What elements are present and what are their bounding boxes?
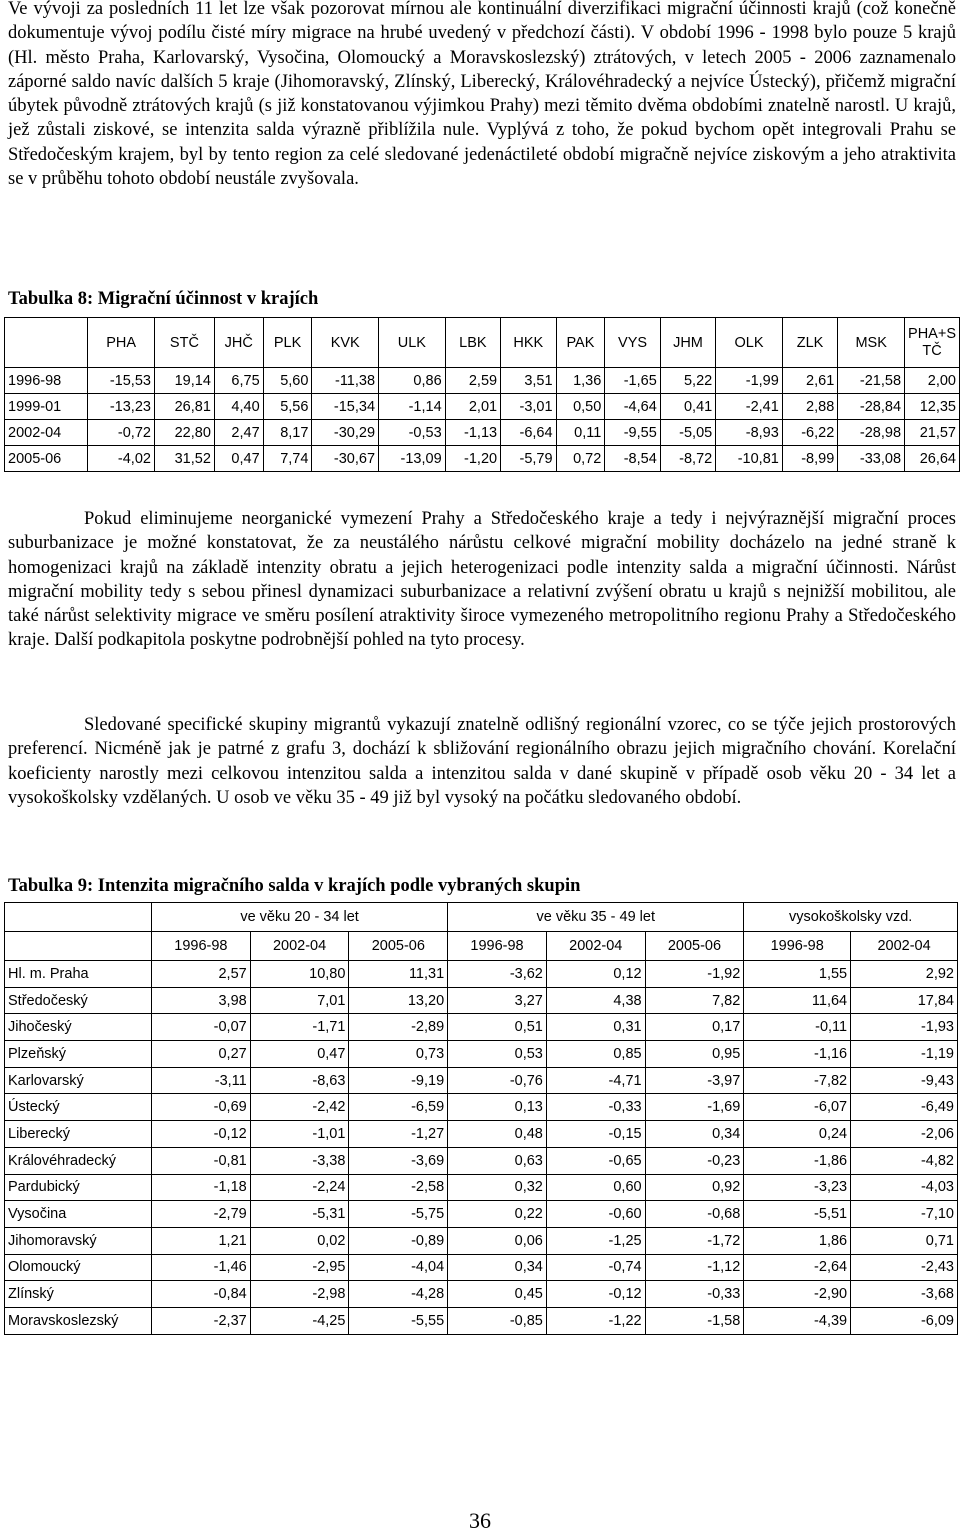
table8-cell: 7,74 <box>263 446 312 472</box>
table9-cell: -6,09 <box>851 1307 958 1334</box>
table8-cell: -5,05 <box>660 420 715 446</box>
table8-column-header: MSK <box>838 318 905 368</box>
table9-cell: -1,19 <box>851 1041 958 1068</box>
table9-cell: 0,22 <box>448 1201 547 1228</box>
table8-cell: -1,14 <box>379 394 446 420</box>
table9-group-header: ve věku 20 - 34 let <box>152 903 448 932</box>
table9-cell: -4,25 <box>250 1307 349 1334</box>
table8-cell: -6,22 <box>782 420 837 446</box>
table9-row-label: Karlovarský <box>5 1067 152 1094</box>
table8-cell: -0,53 <box>379 420 446 446</box>
table9-cell: -5,75 <box>349 1201 448 1228</box>
table8-column-header: STČ <box>154 318 214 368</box>
table9-cell: -6,07 <box>744 1094 851 1121</box>
table8-cell: -1,13 <box>445 420 500 446</box>
table8-row <box>5 446 960 472</box>
table9-cell: 0,48 <box>448 1121 547 1148</box>
table8-cell: -4,02 <box>88 446 155 472</box>
table9-cell: -1,93 <box>851 1014 958 1041</box>
table8-cell: 8,17 <box>263 420 312 446</box>
table9-cell: -2,89 <box>349 1014 448 1041</box>
table8-column-header: KVK <box>312 318 379 368</box>
table9-cell: -3,38 <box>250 1147 349 1174</box>
table9-cell: -1,22 <box>546 1307 645 1334</box>
table9-cell: 0,06 <box>448 1227 547 1254</box>
table8-cell: -6,64 <box>501 420 556 446</box>
table8-cell: -8,72 <box>660 446 715 472</box>
table8-cell: 12,35 <box>905 394 960 420</box>
table9-year-header: 2005-06 <box>349 932 448 961</box>
table9-cell: -0,89 <box>349 1227 448 1254</box>
table9-cell: -4,04 <box>349 1254 448 1281</box>
table8-column-header: PHA+S TČ <box>905 318 960 368</box>
table8-cell: 31,52 <box>154 446 214 472</box>
table9-cell: 3,27 <box>448 987 547 1014</box>
intro-paragraph: Ve vývoji za posledních 11 let lze však pozorovat mírnou ale kontinuální diverzifikaci migrační účinnosti krajů (což konečně dokumentuje vývoj podílu čisté míry migrace na hrubé uvedený v předchozí části). V období 1996 - 1998 bylo pouze 5 krajů (Hl. město Praha, Karlovarský, Vysočina, Olomoucký a Moravskoslezský) ztrátových, v letech 2005 - 2006 zaznamenalo záporné saldo navíc dalších 5 kraje (Jihomoravský, Zlínský, Liberecký, Královéhradecký a nejvíce Ústecký), přičemž migrační úbytek původně ztrátových krajů (s již konstatovanou výjimkou Prahy) mezi těmito dvěma obdobími znatelně narostl. U krajů, jež zůstali ziskové, se intenzita salda výrazně přiblížila nule. Vyplývá z toho, že pokud bychom opět integrovali Prahu se Středočeským krajem, byl by tento region za celé sledované jedenáctileté období migračně nejvíce ziskovým a jeho atraktivita se v průběhu tohoto období neustále zvyšovala. <box>8 0 956 190</box>
table9-cell: 0,53 <box>448 1041 547 1068</box>
table9-row <box>5 987 958 1014</box>
table8-cell: 5,22 <box>660 368 715 394</box>
table9-cell: 11,31 <box>349 961 448 988</box>
table9-row-label: Plzeňský <box>5 1041 152 1068</box>
table8-caption: Tabulka 8: Migrační účinnost v krajích <box>8 289 319 309</box>
table9-cell: -2,43 <box>851 1254 958 1281</box>
table8-column-header: ULK <box>379 318 446 368</box>
table8-row-label: 2005-06 <box>5 446 88 472</box>
table9-cell: 7,82 <box>645 987 744 1014</box>
table9-cell: 0,24 <box>744 1121 851 1148</box>
table9-cell: 0,63 <box>448 1147 547 1174</box>
table8-cell: 0,41 <box>660 394 715 420</box>
table9-year-header-row <box>5 932 958 961</box>
table8-cell: -3,01 <box>501 394 556 420</box>
table9-cell: -0,85 <box>448 1307 547 1334</box>
table9-cell: 1,55 <box>744 961 851 988</box>
table9-cell: -0,15 <box>546 1121 645 1148</box>
table8-cell: -15,34 <box>312 394 379 420</box>
table8-cell: 0,72 <box>556 446 605 472</box>
table8-cell: -13,09 <box>379 446 446 472</box>
table9-corner-cell <box>5 932 152 961</box>
table9-cell: 0,32 <box>448 1174 547 1201</box>
table9-cell: -4,03 <box>851 1174 958 1201</box>
table8-cell: -9,55 <box>605 420 660 446</box>
table8-row <box>5 420 960 446</box>
table8-cell: 26,64 <box>905 446 960 472</box>
table9-cell: 2,92 <box>851 961 958 988</box>
table8-row-label: 1999-01 <box>5 394 88 420</box>
table9-cell: -0,69 <box>152 1094 251 1121</box>
table9-cell: 1,86 <box>744 1227 851 1254</box>
table9-row <box>5 1147 958 1174</box>
table9-row-label: Jihočeský <box>5 1014 152 1041</box>
table8-cell: 2,61 <box>782 368 837 394</box>
table9-cell: 0,71 <box>851 1227 958 1254</box>
table9-year-header: 2002-04 <box>851 932 958 961</box>
table9-cell: -5,55 <box>349 1307 448 1334</box>
paragraph-suburbanization: Pokud eliminujeme neorganické vymezení Prahy a Středočeského kraje a tedy i nejvýraznější migrační proces suburbanizace je možné konstatovat, že za neustálého nárůstu celkové migrační mobility docházelo na jedné straně k homogenizaci krajů na základě intenzity obratu a jejich heterogenizaci podle intenzity salda a migrační účinnosti. Nárůst migrační mobility tedy s sebou přinesl dynamizaci suburbanizace a relativní zvýšení obratu u krajů s nejnižší mobilitou, ale také nárůst selektivity migrace ve směru posílení atraktivity široce vymezeného metropolitního regionu Prahy a Středočeského kraje. Další podkapitola poskytne podrobnější pohled na tyto procesy. <box>8 509 956 651</box>
table9-group-header-row <box>5 903 958 932</box>
table9-cell: 13,20 <box>349 987 448 1014</box>
table8-cell: -8,93 <box>716 420 783 446</box>
table8-column-header: PAK <box>556 318 605 368</box>
table9-cell: 3,98 <box>152 987 251 1014</box>
table8-cell: 6,75 <box>214 368 263 394</box>
table9-cell: -0,84 <box>152 1281 251 1308</box>
table8-cell: 0,50 <box>556 394 605 420</box>
table9-row-label: Zlínský <box>5 1281 152 1308</box>
table9-cell: 0,13 <box>448 1094 547 1121</box>
table9-cell: -0,07 <box>152 1014 251 1041</box>
table9-cell: -1,46 <box>152 1254 251 1281</box>
table8-column-header: VYS <box>605 318 660 368</box>
table9-cell: 17,84 <box>851 987 958 1014</box>
table8-cell: -10,81 <box>716 446 783 472</box>
table9-year-header: 2002-04 <box>546 932 645 961</box>
table9-cell: -0,81 <box>152 1147 251 1174</box>
table8-cell: 2,47 <box>214 420 263 446</box>
table8-cell: -2,41 <box>716 394 783 420</box>
table9-cell: -0,33 <box>645 1281 744 1308</box>
table9-row-label: Středočeský <box>5 987 152 1014</box>
table9-cell: -1,25 <box>546 1227 645 1254</box>
table9-row <box>5 1201 958 1228</box>
table9-group-header: vysokoškolsky vzd. <box>744 903 958 932</box>
table9-cell: 0,45 <box>448 1281 547 1308</box>
table9-cell: -2,58 <box>349 1174 448 1201</box>
table8-cell: 19,14 <box>154 368 214 394</box>
table9-cell: -2,24 <box>250 1174 349 1201</box>
table9-cell: -1,72 <box>645 1227 744 1254</box>
table9-cell: -1,86 <box>744 1147 851 1174</box>
table9-cell: -3,69 <box>349 1147 448 1174</box>
table8-row <box>5 394 960 420</box>
table8-cell: -13,23 <box>88 394 155 420</box>
table9-cell: -0,60 <box>546 1201 645 1228</box>
table9-row-label: Hl. m. Praha <box>5 961 152 988</box>
table9-cell: -5,31 <box>250 1201 349 1228</box>
table9-cell: -1,18 <box>152 1174 251 1201</box>
table9-row <box>5 961 958 988</box>
table9-row-label: Královéhradecký <box>5 1147 152 1174</box>
table8-column-header: LBK <box>445 318 500 368</box>
table9-cell: 4,38 <box>546 987 645 1014</box>
table8-cell: -0,72 <box>88 420 155 446</box>
table9-cell: 0,27 <box>152 1041 251 1068</box>
table8-cell: 2,00 <box>905 368 960 394</box>
table8-cell: 0,47 <box>214 446 263 472</box>
table8-cell: -1,65 <box>605 368 660 394</box>
table9-cell: -9,43 <box>851 1067 958 1094</box>
table9-cell: 0,34 <box>448 1254 547 1281</box>
table8-cell: 22,80 <box>154 420 214 446</box>
table8-column-header: OLK <box>716 318 783 368</box>
table9-cell: -2,42 <box>250 1094 349 1121</box>
table9-cell: -0,12 <box>152 1121 251 1148</box>
table8-cell: 2,59 <box>445 368 500 394</box>
table9-row-label: Ústecký <box>5 1094 152 1121</box>
table8-cell: -28,84 <box>838 394 905 420</box>
table8-cell: 1,36 <box>556 368 605 394</box>
table8-column-header: ZLK <box>782 318 837 368</box>
table9-cell: -1,71 <box>250 1014 349 1041</box>
table8-cell: -1,20 <box>445 446 500 472</box>
table9-cell: 10,80 <box>250 961 349 988</box>
table9-cell: -2,98 <box>250 1281 349 1308</box>
table8-cell: -30,29 <box>312 420 379 446</box>
table9-cell: 0,31 <box>546 1014 645 1041</box>
table9-cell: -3,97 <box>645 1067 744 1094</box>
table9-cell: -1,12 <box>645 1254 744 1281</box>
table9-cell: -0,12 <box>546 1281 645 1308</box>
table8-corner-cell <box>5 318 88 368</box>
table8-cell: -8,99 <box>782 446 837 472</box>
table9-cell: -0,65 <box>546 1147 645 1174</box>
table9-cell: -4,28 <box>349 1281 448 1308</box>
table9-cell: 0,47 <box>250 1041 349 1068</box>
table9-row <box>5 1174 958 1201</box>
table9-cell: -3,68 <box>851 1281 958 1308</box>
table9-cell: -2,95 <box>250 1254 349 1281</box>
table9-cell: -6,49 <box>851 1094 958 1121</box>
table9-cell: -1,58 <box>645 1307 744 1334</box>
table8 <box>4 317 960 472</box>
table8-cell: 0,11 <box>556 420 605 446</box>
table9-row-label: Olomoucký <box>5 1254 152 1281</box>
table9-cell: 0,85 <box>546 1041 645 1068</box>
table9-group-header: ve věku 35 - 49 let <box>448 903 744 932</box>
table9-row <box>5 1227 958 1254</box>
table9-cell: -0,68 <box>645 1201 744 1228</box>
table9-cell: -7,10 <box>851 1201 958 1228</box>
table9-cell: -1,01 <box>250 1121 349 1148</box>
table8-row-label: 1996-98 <box>5 368 88 394</box>
table8-column-header: JHČ <box>214 318 263 368</box>
table9-cell: 1,21 <box>152 1227 251 1254</box>
table9-corner-cell <box>5 903 152 932</box>
table9-cell: -0,74 <box>546 1254 645 1281</box>
table8-row <box>5 368 960 394</box>
table9-row <box>5 1307 958 1334</box>
table8-cell: -30,67 <box>312 446 379 472</box>
table8-column-header: PHA <box>88 318 155 368</box>
table8-header-row <box>5 318 960 368</box>
table8-cell: -33,08 <box>838 446 905 472</box>
table9-cell: 0,73 <box>349 1041 448 1068</box>
table8-cell: 3,51 <box>501 368 556 394</box>
paragraph-specific-groups: Sledované specifické skupiny migrantů vykazují znatelně odlišný regionální vzorec, co se týče jejich prostorových preferencí. Nicméně jak je patrné z grafu 3, dochází k sbližování regionálního obrazu jejich migračního chování. Korelační koeficienty narostly mezi celkovou intenzitou salda a intenzitou salda v dané skupině v případě osob věku 20 - 34 let a vysokoškolsky vzdělaných. U osob ve věku 35 - 49 již byl vysoký na počátku sledovaného období. <box>8 715 956 808</box>
table8-cell: -1,99 <box>716 368 783 394</box>
table8-cell: 21,57 <box>905 420 960 446</box>
table9-row-label: Moravskoslezský <box>5 1307 152 1334</box>
table9-year-header: 1996-98 <box>744 932 851 961</box>
table9-row <box>5 1067 958 1094</box>
table9-row <box>5 1254 958 1281</box>
table8-cell: 5,56 <box>263 394 312 420</box>
table9-cell: -2,90 <box>744 1281 851 1308</box>
table8-cell: 26,81 <box>154 394 214 420</box>
table8-cell: 0,86 <box>379 368 446 394</box>
table9-year-header: 2002-04 <box>250 932 349 961</box>
table9-caption: Tabulka 9: Intenzita migračního salda v krajích podle vybraných skupin <box>8 876 581 896</box>
table9-row <box>5 1094 958 1121</box>
table8-cell: 4,40 <box>214 394 263 420</box>
table8-column-header: PLK <box>263 318 312 368</box>
table9 <box>4 902 958 1335</box>
table9-row-label: Liberecký <box>5 1121 152 1148</box>
table9-cell: -4,39 <box>744 1307 851 1334</box>
table8-cell: 5,60 <box>263 368 312 394</box>
table9-cell: 0,60 <box>546 1174 645 1201</box>
table8-cell: 2,88 <box>782 394 837 420</box>
table9-cell: -2,37 <box>152 1307 251 1334</box>
table9-cell: -0,11 <box>744 1014 851 1041</box>
table8-cell: 2,01 <box>445 394 500 420</box>
table9-year-header: 1996-98 <box>152 932 251 961</box>
table9-cell: -3,62 <box>448 961 547 988</box>
table8-row-label: 2002-04 <box>5 420 88 446</box>
table9-year-header: 1996-98 <box>448 932 547 961</box>
table9-cell: -1,92 <box>645 961 744 988</box>
table8-cell: -11,38 <box>312 368 379 394</box>
table9-row-label: Vysočina <box>5 1201 152 1228</box>
table9-cell: 7,01 <box>250 987 349 1014</box>
table8-column-header: HKK <box>501 318 556 368</box>
table9-cell: -5,51 <box>744 1201 851 1228</box>
table9-cell: 0,17 <box>645 1014 744 1041</box>
table9-cell: 2,57 <box>152 961 251 988</box>
table9-year-header: 2005-06 <box>645 932 744 961</box>
table9-cell: -4,82 <box>851 1147 958 1174</box>
table9-row-label: Jihomoravský <box>5 1227 152 1254</box>
table9-row <box>5 1014 958 1041</box>
table9-cell: -4,71 <box>546 1067 645 1094</box>
table8-cell: -5,79 <box>501 446 556 472</box>
table9-cell: -2,79 <box>152 1201 251 1228</box>
table9-row <box>5 1281 958 1308</box>
table8-cell: -15,53 <box>88 368 155 394</box>
table9-cell: 0,34 <box>645 1121 744 1148</box>
table9-cell: -0,23 <box>645 1147 744 1174</box>
table9-cell: -3,23 <box>744 1174 851 1201</box>
table9-cell: -0,76 <box>448 1067 547 1094</box>
table9-cell: -1,27 <box>349 1121 448 1148</box>
table8-cell: -4,64 <box>605 394 660 420</box>
table9-row <box>5 1041 958 1068</box>
table9-cell: -3,11 <box>152 1067 251 1094</box>
table9-cell: -7,82 <box>744 1067 851 1094</box>
page-number: 36 <box>469 1508 491 1533</box>
table8-cell: -8,54 <box>605 446 660 472</box>
table8-column-header: JHM <box>660 318 715 368</box>
table9-cell: -6,59 <box>349 1094 448 1121</box>
table9-cell: -1,69 <box>645 1094 744 1121</box>
table9-row <box>5 1121 958 1148</box>
table9-cell: -2,06 <box>851 1121 958 1148</box>
table9-row-label: Pardubický <box>5 1174 152 1201</box>
table9-cell: -2,64 <box>744 1254 851 1281</box>
table9-cell: -0,33 <box>546 1094 645 1121</box>
table8-cell: -28,98 <box>838 420 905 446</box>
table9-cell: 0,51 <box>448 1014 547 1041</box>
table9-cell: 0,02 <box>250 1227 349 1254</box>
table8-cell: -21,58 <box>838 368 905 394</box>
table9-cell: -8,63 <box>250 1067 349 1094</box>
table9-cell: -1,16 <box>744 1041 851 1068</box>
table9-cell: 11,64 <box>744 987 851 1014</box>
table9-cell: 0,92 <box>645 1174 744 1201</box>
table9-cell: -9,19 <box>349 1067 448 1094</box>
table9-cell: 0,95 <box>645 1041 744 1068</box>
table9-cell: 0,12 <box>546 961 645 988</box>
